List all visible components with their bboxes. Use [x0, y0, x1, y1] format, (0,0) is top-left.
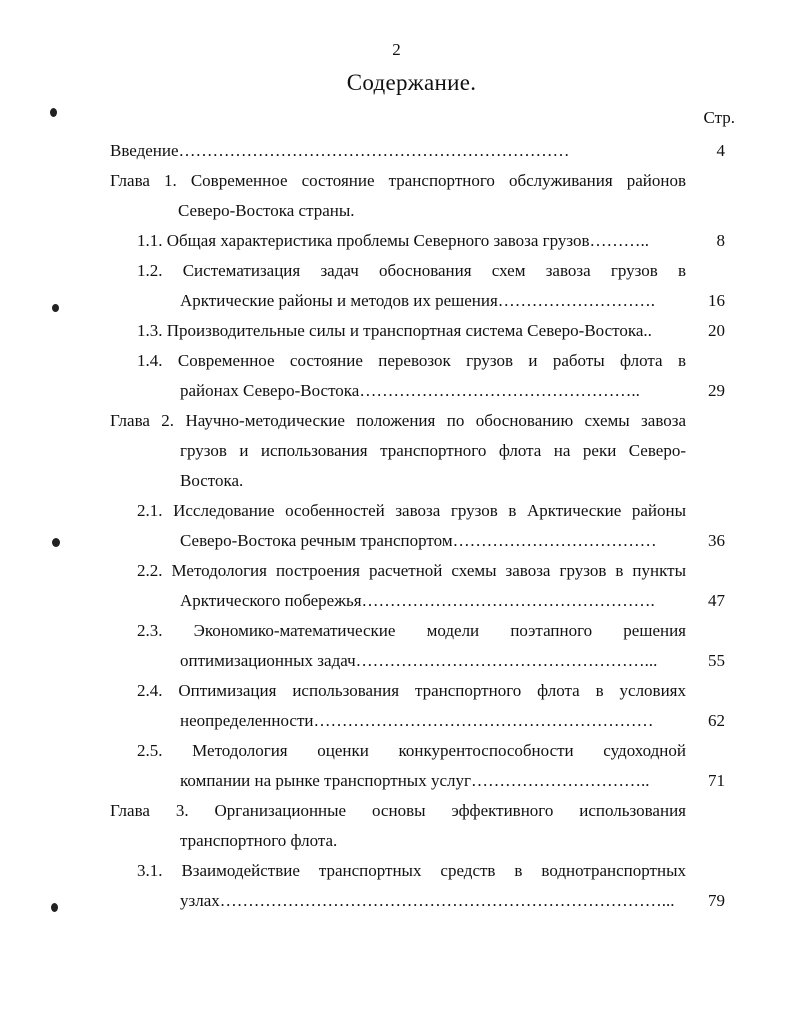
toc-page-number: 4 [716, 141, 725, 160]
toc-line: 1.3. Производительные силы и транспортная система Северо-Востока.. [137, 321, 652, 340]
toc-line: Глава 2. Научно-методические положения по обоснованию схемы завоза [110, 411, 686, 430]
toc-line: неопределенности…………………………………………………… [180, 711, 654, 730]
page-title: Содержание. [346, 70, 477, 95]
toc-line: 2.5. Методология оценки конкурентоспособности судоходной [137, 741, 686, 760]
toc-line: Введение…………………………………………………………… [110, 141, 570, 160]
toc-line: 1.1. Общая характеристика проблемы Северного завоза грузов……….. [137, 231, 650, 250]
toc-line: Глава 3. Организационные основы эффективного использования [110, 801, 686, 820]
page-number: 2 [392, 40, 401, 59]
toc-page-number: 62 [708, 711, 725, 730]
toc-line: Востока. [180, 471, 244, 490]
toc-line: 3.1. Взаимодействие транспортных средств в воднотранспортных [137, 861, 686, 880]
toc-line: 2.4. Оптимизация использования транспортного флота в условиях [137, 681, 686, 700]
toc-line: узлах……………………………………………………………………... [180, 891, 675, 910]
toc-line: грузов и использования транспортного флота на реки Северо- [180, 441, 686, 460]
toc-page-number: 79 [708, 891, 725, 910]
toc-line: 1.4. Современное состояние перевозок грузов и работы флота в [137, 351, 686, 370]
toc-line: районах Северо-Востока………………………………………….. [180, 381, 640, 400]
toc-line: Северо-Востока страны. [178, 201, 355, 220]
toc-page-number: 29 [708, 381, 725, 400]
scan-mark [52, 304, 59, 312]
toc-line: 2.3. Экономико-математические модели поэтапного решения [137, 621, 686, 640]
scan-mark [50, 108, 57, 117]
toc-page-number: 71 [708, 771, 725, 790]
toc-page-number: 8 [716, 231, 725, 250]
page-column-label: Стр. [703, 108, 735, 127]
toc-line: оптимизационных задач……………………………………………... [180, 651, 658, 670]
toc-line: 2.2. Методология построения расчетной схемы завоза грузов в пункты [137, 561, 686, 580]
toc-line: Арктические районы и методов их решения………………………. [180, 291, 656, 310]
toc-page-number: 16 [708, 291, 725, 310]
toc-line: Северо-Востока речным транспортом……………………………… [180, 531, 657, 550]
toc-page-number: 55 [708, 651, 725, 670]
toc-line: Глава 1. Современное состояние транспортного обслуживания районов [110, 171, 686, 190]
toc-line: 2.1. Исследование особенностей завоза грузов в Арктические районы [137, 501, 686, 520]
scan-mark [51, 903, 58, 912]
scan-mark [52, 538, 60, 547]
toc-line: 1.2. Систематизация задач обоснования схем завоза грузов в [137, 261, 686, 280]
toc-line: компании на рынке транспортных услуг………………………….. [180, 771, 650, 790]
toc-line: Арктического побережья……………………………………………. [180, 591, 655, 610]
toc-page-number: 20 [708, 321, 725, 340]
toc-page-number: 36 [708, 531, 725, 550]
toc-line: транспортного флота. [180, 831, 338, 850]
toc-page-number: 47 [708, 591, 725, 610]
